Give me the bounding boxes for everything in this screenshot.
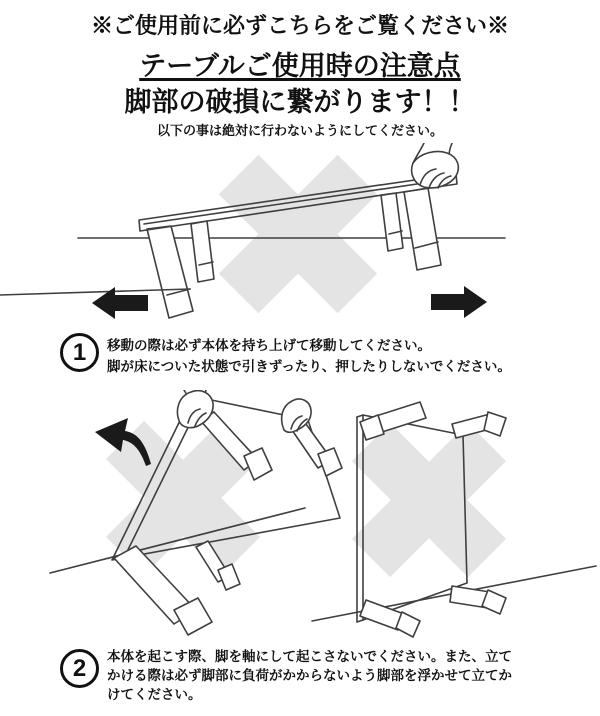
tilting-table-drawing <box>50 390 342 635</box>
notice-top: ※ご使用前に必ずこちらをご覧ください※ <box>90 13 509 38</box>
warning-headline: 脚部の破損に繋がります！！ <box>124 87 476 117</box>
caution-number: 2 <box>72 654 87 682</box>
drag-table-prohibited-illustration <box>0 143 600 333</box>
caution-number: 1 <box>72 338 87 366</box>
caution-text-line: けてください。 <box>107 687 202 702</box>
right-arrow-icon <box>431 286 487 318</box>
caution-text-line: 本体を起こす際、脚を軸にして起こさないでください。また、立て <box>107 649 512 664</box>
caution-item-1 <box>60 333 560 377</box>
caution-text-line: 移動の際は必ず本体を持ち上げて移動してください。 <box>107 338 431 353</box>
instruction-line: 以下の事は絶対に行わないようにしてください。 <box>156 123 443 138</box>
leaning-table-drawing <box>312 390 596 637</box>
hand-icon <box>412 143 459 188</box>
caution-text-line: かける際は必ず脚部に負荷がかからないよう脚部を浮かせて立てか <box>107 668 512 683</box>
caution-text-line: 脚が床についた状態で引きずったり、押したりしないでください。 <box>107 359 511 374</box>
caution-item-2 <box>60 645 560 704</box>
tilt-and-lean-prohibited-illustration <box>0 390 600 645</box>
caution-number-badge-2 <box>60 649 99 688</box>
caution-number-badge-1 <box>60 333 99 372</box>
caution-text-2 <box>107 645 512 704</box>
page-title: テーブルご使用時の注意点 <box>139 51 461 81</box>
caution-text-1 <box>107 333 511 377</box>
